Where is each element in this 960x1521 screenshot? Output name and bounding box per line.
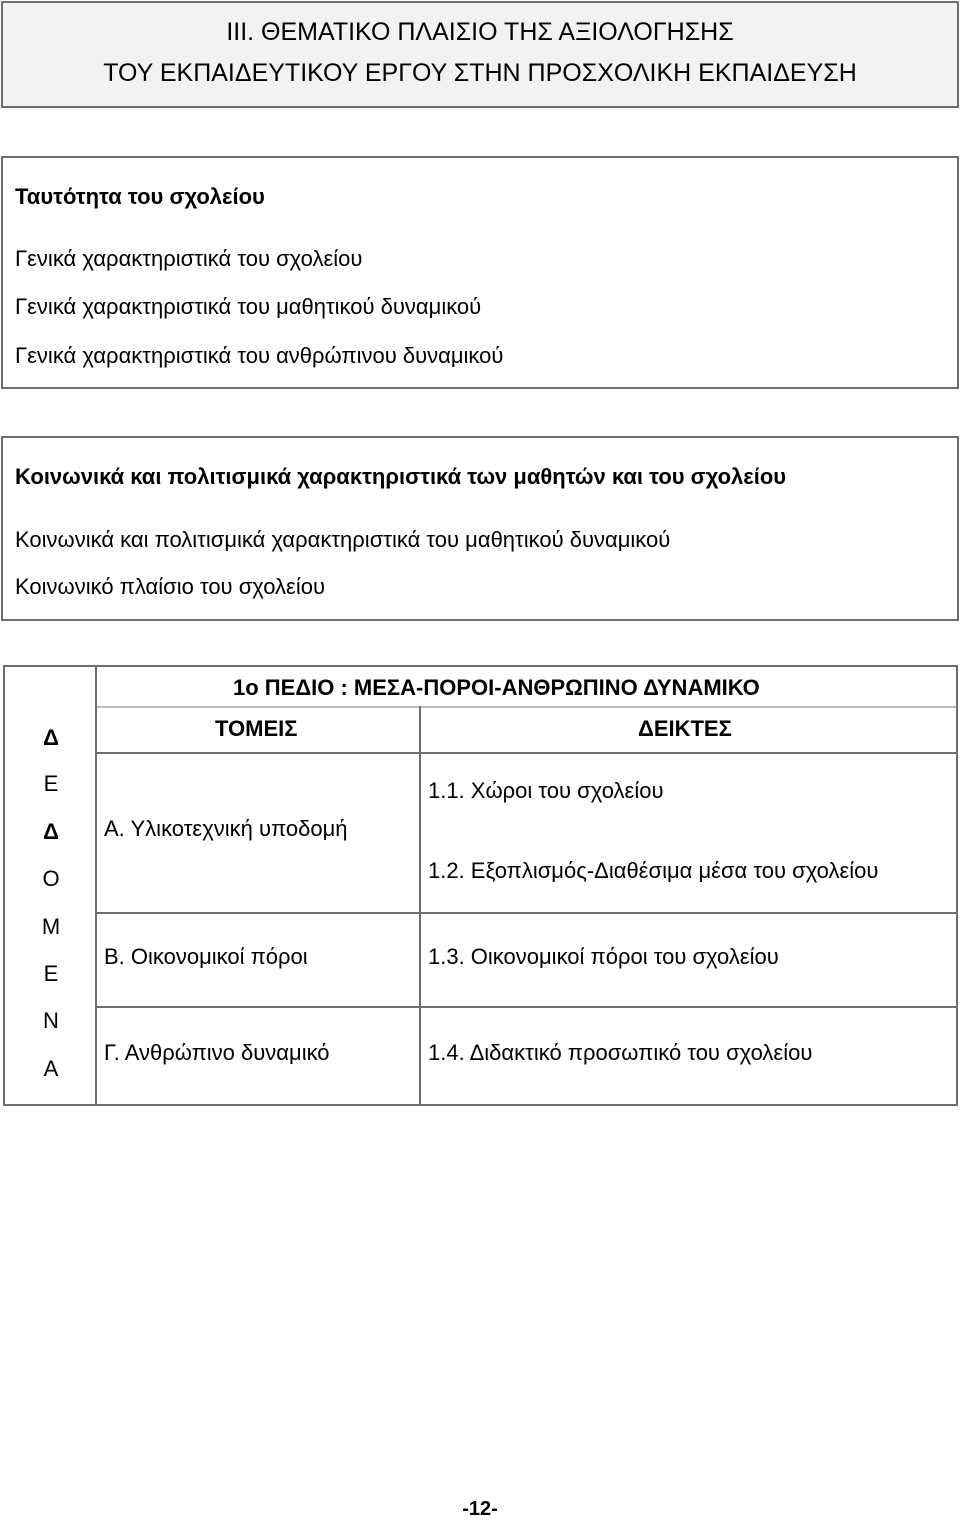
school-identity-item: Γενικά χαρακτηριστικά του ανθρώπινου δυναμικού — [15, 343, 504, 368]
vertical-letter: Ε — [43, 771, 59, 796]
social-context-item: Κοινωνικά και πολιτισμικά χαρακτηριστικά του μαθητικού δυναμικού — [15, 527, 671, 552]
school-identity-heading: Ταυτότητα του σχολείου — [15, 184, 265, 209]
social-context-section — [1, 436, 959, 621]
indicator-cell: 1.4. Διδακτικό προσωπικό του σχολείου — [428, 1040, 813, 1065]
indicator-cell: 1.1. Χώροι του σχολείου — [428, 778, 664, 803]
table-divider — [97, 706, 956, 708]
sector-cell: Β. Οικονομικοί πόροι — [104, 944, 308, 969]
vertical-letter: Α — [43, 1056, 59, 1081]
title-line-1: III. ΘΕΜΑΤΙΚΟ ΠΛΑΙΣΙΟ ΤΗΣ ΑΞΙΟΛΟΓΗΣΗΣ — [226, 18, 734, 46]
table-divider — [97, 752, 956, 754]
school-identity-section — [1, 156, 959, 389]
title-line-2: ΤΟΥ ΕΚΠΑΙΔΕΥΤΙΚΟΥ ΕΡΓΟΥ ΣΤΗΝ ΠΡΟΣΧΟΛΙΚΗ ΕΚΠΑΙΔΕΥΣΗ — [103, 59, 857, 87]
page-number: -12- — [462, 1498, 498, 1520]
vertical-letter: Ν — [43, 1008, 59, 1033]
school-identity-item: Γενικά χαρακτηριστικά του σχολείου — [15, 246, 363, 271]
sector-cell: Α. Υλικοτεχνική υποδομή — [104, 816, 348, 841]
table-divider — [97, 1006, 956, 1008]
field-title: 1ο ΠΕΔΙΟ : ΜΕΣΑ-ΠΟΡΟΙ-ΑΝΘΡΩΠΙΝΟ ΔΥΝΑΜΙΚΟ — [233, 675, 760, 700]
title-box — [1, 1, 959, 108]
social-context-heading: Κοινωνικά και πολιτισμικά χαρακτηριστικά των μαθητών και του σχολείου — [15, 464, 787, 489]
table-divider — [419, 706, 421, 1104]
sector-cell: Γ. Ανθρώπινο δυναμικό — [104, 1040, 330, 1065]
table-divider — [97, 912, 956, 914]
indicator-cell: 1.3. Οικονομικοί πόροι του σχολείου — [428, 944, 779, 969]
vertical-letter: Ο — [42, 866, 60, 891]
vertical-letter: Ε — [43, 961, 59, 986]
vertical-letter: Δ — [43, 819, 59, 844]
school-identity-item: Γενικά χαρακτηριστικά του μαθητικού δυναμικού — [15, 294, 482, 319]
column-header-indicators: ΔΕΙΚΤΕΣ — [638, 716, 732, 741]
social-context-item: Κοινωνικό πλαίσιο του σχολείου — [15, 574, 326, 599]
field-table — [3, 665, 958, 1106]
vertical-letter: Δ — [43, 725, 59, 750]
indicator-cell: 1.2. Εξοπλισμός-Διαθέσιμα μέσα του σχολείου — [428, 858, 879, 883]
column-header-sectors: ΤΟΜΕΙΣ — [215, 716, 298, 741]
vertical-letter: Μ — [41, 914, 61, 939]
